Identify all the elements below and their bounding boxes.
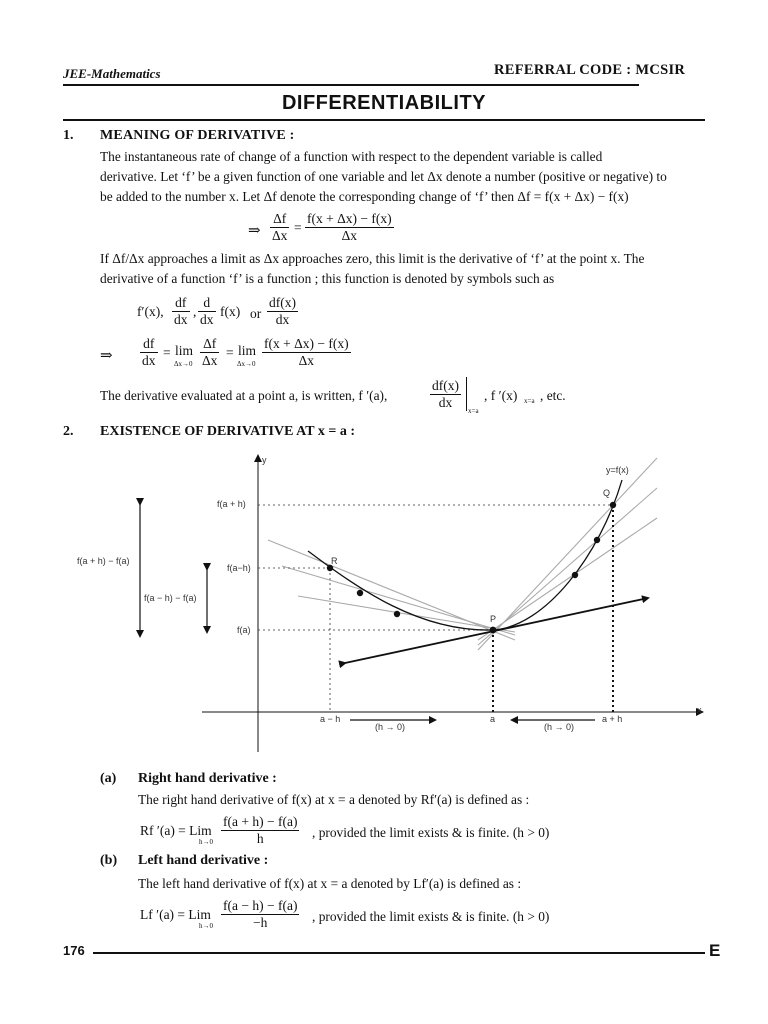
secant-line: [478, 518, 657, 640]
point-Q-label: Q: [603, 488, 611, 498]
page-number: 176: [63, 943, 85, 958]
part-a-condition: , provided the limit exists & is finite. (h > 0): [312, 825, 550, 840]
y-axis-label: y: [262, 455, 267, 465]
part-b-lim-sub: h→0: [199, 922, 213, 930]
paragraph-line: If Δf/Δx approaches a limit as Δx approaches zero, this limit is the derivative of ‘f’ at the point x. The: [100, 251, 645, 266]
implies-symbol: ⇒: [248, 223, 261, 239]
footer-mark: E: [709, 941, 721, 960]
section2-number: 2.: [63, 424, 74, 439]
eval-sub: x=a: [468, 407, 479, 415]
section1-number: 1.: [63, 128, 74, 143]
paragraph-line: derivative of a function ‘f’ is a function ; this function is denoted by symbols such as: [100, 271, 555, 286]
den: Δx: [262, 352, 351, 369]
x-tick-aph: a + h: [602, 714, 623, 724]
den: dx: [142, 353, 156, 368]
part-b-heading: Left hand derivative :: [138, 853, 269, 868]
den: Δx: [202, 353, 218, 368]
tick-fa: f(a): [237, 625, 251, 635]
bracket-big-label: f(a + h) − f(a): [77, 556, 130, 566]
den: dx: [174, 312, 188, 327]
symbol-df-dx: [172, 295, 190, 328]
symbol-dfx-dx: [267, 295, 298, 328]
den: h: [221, 830, 299, 847]
tangent-line: [345, 598, 648, 663]
referral-code: REFERRAL CODE : MCSIR: [494, 62, 686, 78]
bracket-small-label: f(a − h) − f(a): [144, 593, 197, 603]
lim-1-sub: Δx→0: [174, 360, 193, 368]
paragraph-line: be added to the number x. Let Δf denote the corresponding change of ‘f’ then Δf = f(x + Δx) − f(x): [100, 189, 629, 204]
implies-symbol: ⇒: [100, 348, 113, 364]
curve-point: [572, 572, 578, 578]
den: dx: [430, 394, 461, 411]
point-P: [490, 627, 497, 634]
num: f(x + Δx) − f(x): [264, 336, 349, 351]
section2-heading: EXISTENCE OF DERIVATIVE AT x = a :: [100, 424, 355, 439]
part-b-lhs: Lf ′(a) = Lim: [140, 907, 211, 922]
eq1-rhs-den: Δx: [305, 227, 394, 244]
paragraph-line: The derivative evaluated at a point a, is written, f ′(a),: [100, 388, 388, 403]
eval-bar: [466, 377, 467, 411]
eval-fraction: [430, 378, 461, 411]
lim-1: lim: [175, 343, 194, 358]
eq2-df-over-dx: [200, 336, 219, 369]
h-right-label: (h → 0): [544, 722, 575, 732]
num: df(x): [269, 295, 296, 310]
symbol-d-dx: [198, 295, 216, 328]
num: df: [143, 336, 155, 351]
equals: =: [294, 220, 302, 235]
x-tick-amh: a − h: [320, 714, 341, 724]
section1-heading: MEANING OF DERIVATIVE :: [100, 128, 295, 143]
paragraph-line: derivative. Let ‘f’ be a given function of one variable and let Δx denote a number (positive or negative) to: [100, 169, 667, 184]
header-subject: JEE-Mathematics: [63, 66, 161, 81]
comma: ,: [193, 304, 197, 319]
curve-point: [394, 611, 400, 617]
part-b-fraction: [221, 898, 299, 931]
eq2-df-dx: [140, 336, 158, 369]
point-P-label: P: [490, 614, 497, 624]
eq1-rhs-num: f(x + Δx) − f(x): [307, 211, 392, 226]
point-R-label: R: [331, 556, 338, 566]
part-b-label: (b): [100, 853, 118, 868]
header-rule: [63, 84, 639, 86]
den: dx: [267, 311, 298, 328]
tick-fah: f(a + h): [217, 499, 246, 509]
num: df: [175, 295, 187, 310]
curve-point: [357, 590, 363, 596]
part-a-lim-sub: h→0: [199, 838, 213, 846]
part-b-condition: , provided the limit exists & is finite. (h > 0): [312, 909, 550, 924]
eval-etc: , etc.: [540, 388, 566, 403]
num: d: [203, 295, 211, 310]
tick-famh: f(a−h): [227, 563, 251, 573]
part-b-text: The left hand derivative of f(x) at x = a denoted by Lf′(a) is defined as :: [138, 876, 522, 891]
eq2-rhs-fraction: [262, 336, 351, 369]
eq1-lhs-fraction: [270, 211, 289, 244]
eq1-rhs-fraction: [305, 211, 394, 244]
function-curve: [308, 480, 622, 630]
eq1-lhs-num: Δf: [273, 211, 287, 226]
curve-point: [594, 537, 600, 543]
lim-2-sub: Δx→0: [237, 360, 256, 368]
part-a-label: (a): [100, 771, 117, 786]
title-rule: [63, 119, 705, 121]
eval-fprime: , f ′(x): [484, 388, 518, 403]
word-or: or: [250, 306, 262, 321]
equals: =: [226, 345, 234, 360]
x-axis-label: x: [697, 705, 702, 715]
secant-line: [282, 566, 515, 635]
part-a-fraction: [221, 814, 299, 847]
lim-2: lim: [238, 343, 257, 358]
x-tick-a: a: [490, 714, 496, 724]
secant-line: [268, 540, 515, 640]
eq1-lhs-den: Δx: [272, 228, 288, 243]
point-Q: [610, 502, 616, 508]
footer-rule: [93, 952, 705, 954]
den: −h: [221, 914, 299, 931]
part-a-heading: Right hand derivative :: [138, 771, 277, 786]
symbol-fx: f(x): [220, 304, 241, 319]
num: df(x): [432, 378, 459, 393]
part-a-text: The right hand derivative of f(x) at x = a denoted by Rf′(a) is defined as :: [138, 792, 530, 807]
secant-line: [298, 596, 515, 632]
num: f(a − h) − f(a): [223, 898, 298, 913]
num: Δf: [203, 336, 217, 351]
paragraph-line: The instantaneous rate of change of a function with respect to the dependent variable is called: [100, 149, 603, 164]
num: f(a + h) − f(a): [223, 814, 298, 829]
equals: =: [163, 345, 171, 360]
h-left-label: (h → 0): [375, 722, 406, 732]
curve-label: y=f(x): [606, 465, 629, 475]
symbol-fprime: f′(x),: [137, 304, 164, 319]
eval-fprime-sub: x=a: [524, 397, 535, 405]
den: dx: [200, 312, 214, 327]
part-a-lhs: Rf ′(a) = Lim: [140, 823, 212, 838]
page-title: DIFFERENTIABILITY: [281, 92, 487, 114]
